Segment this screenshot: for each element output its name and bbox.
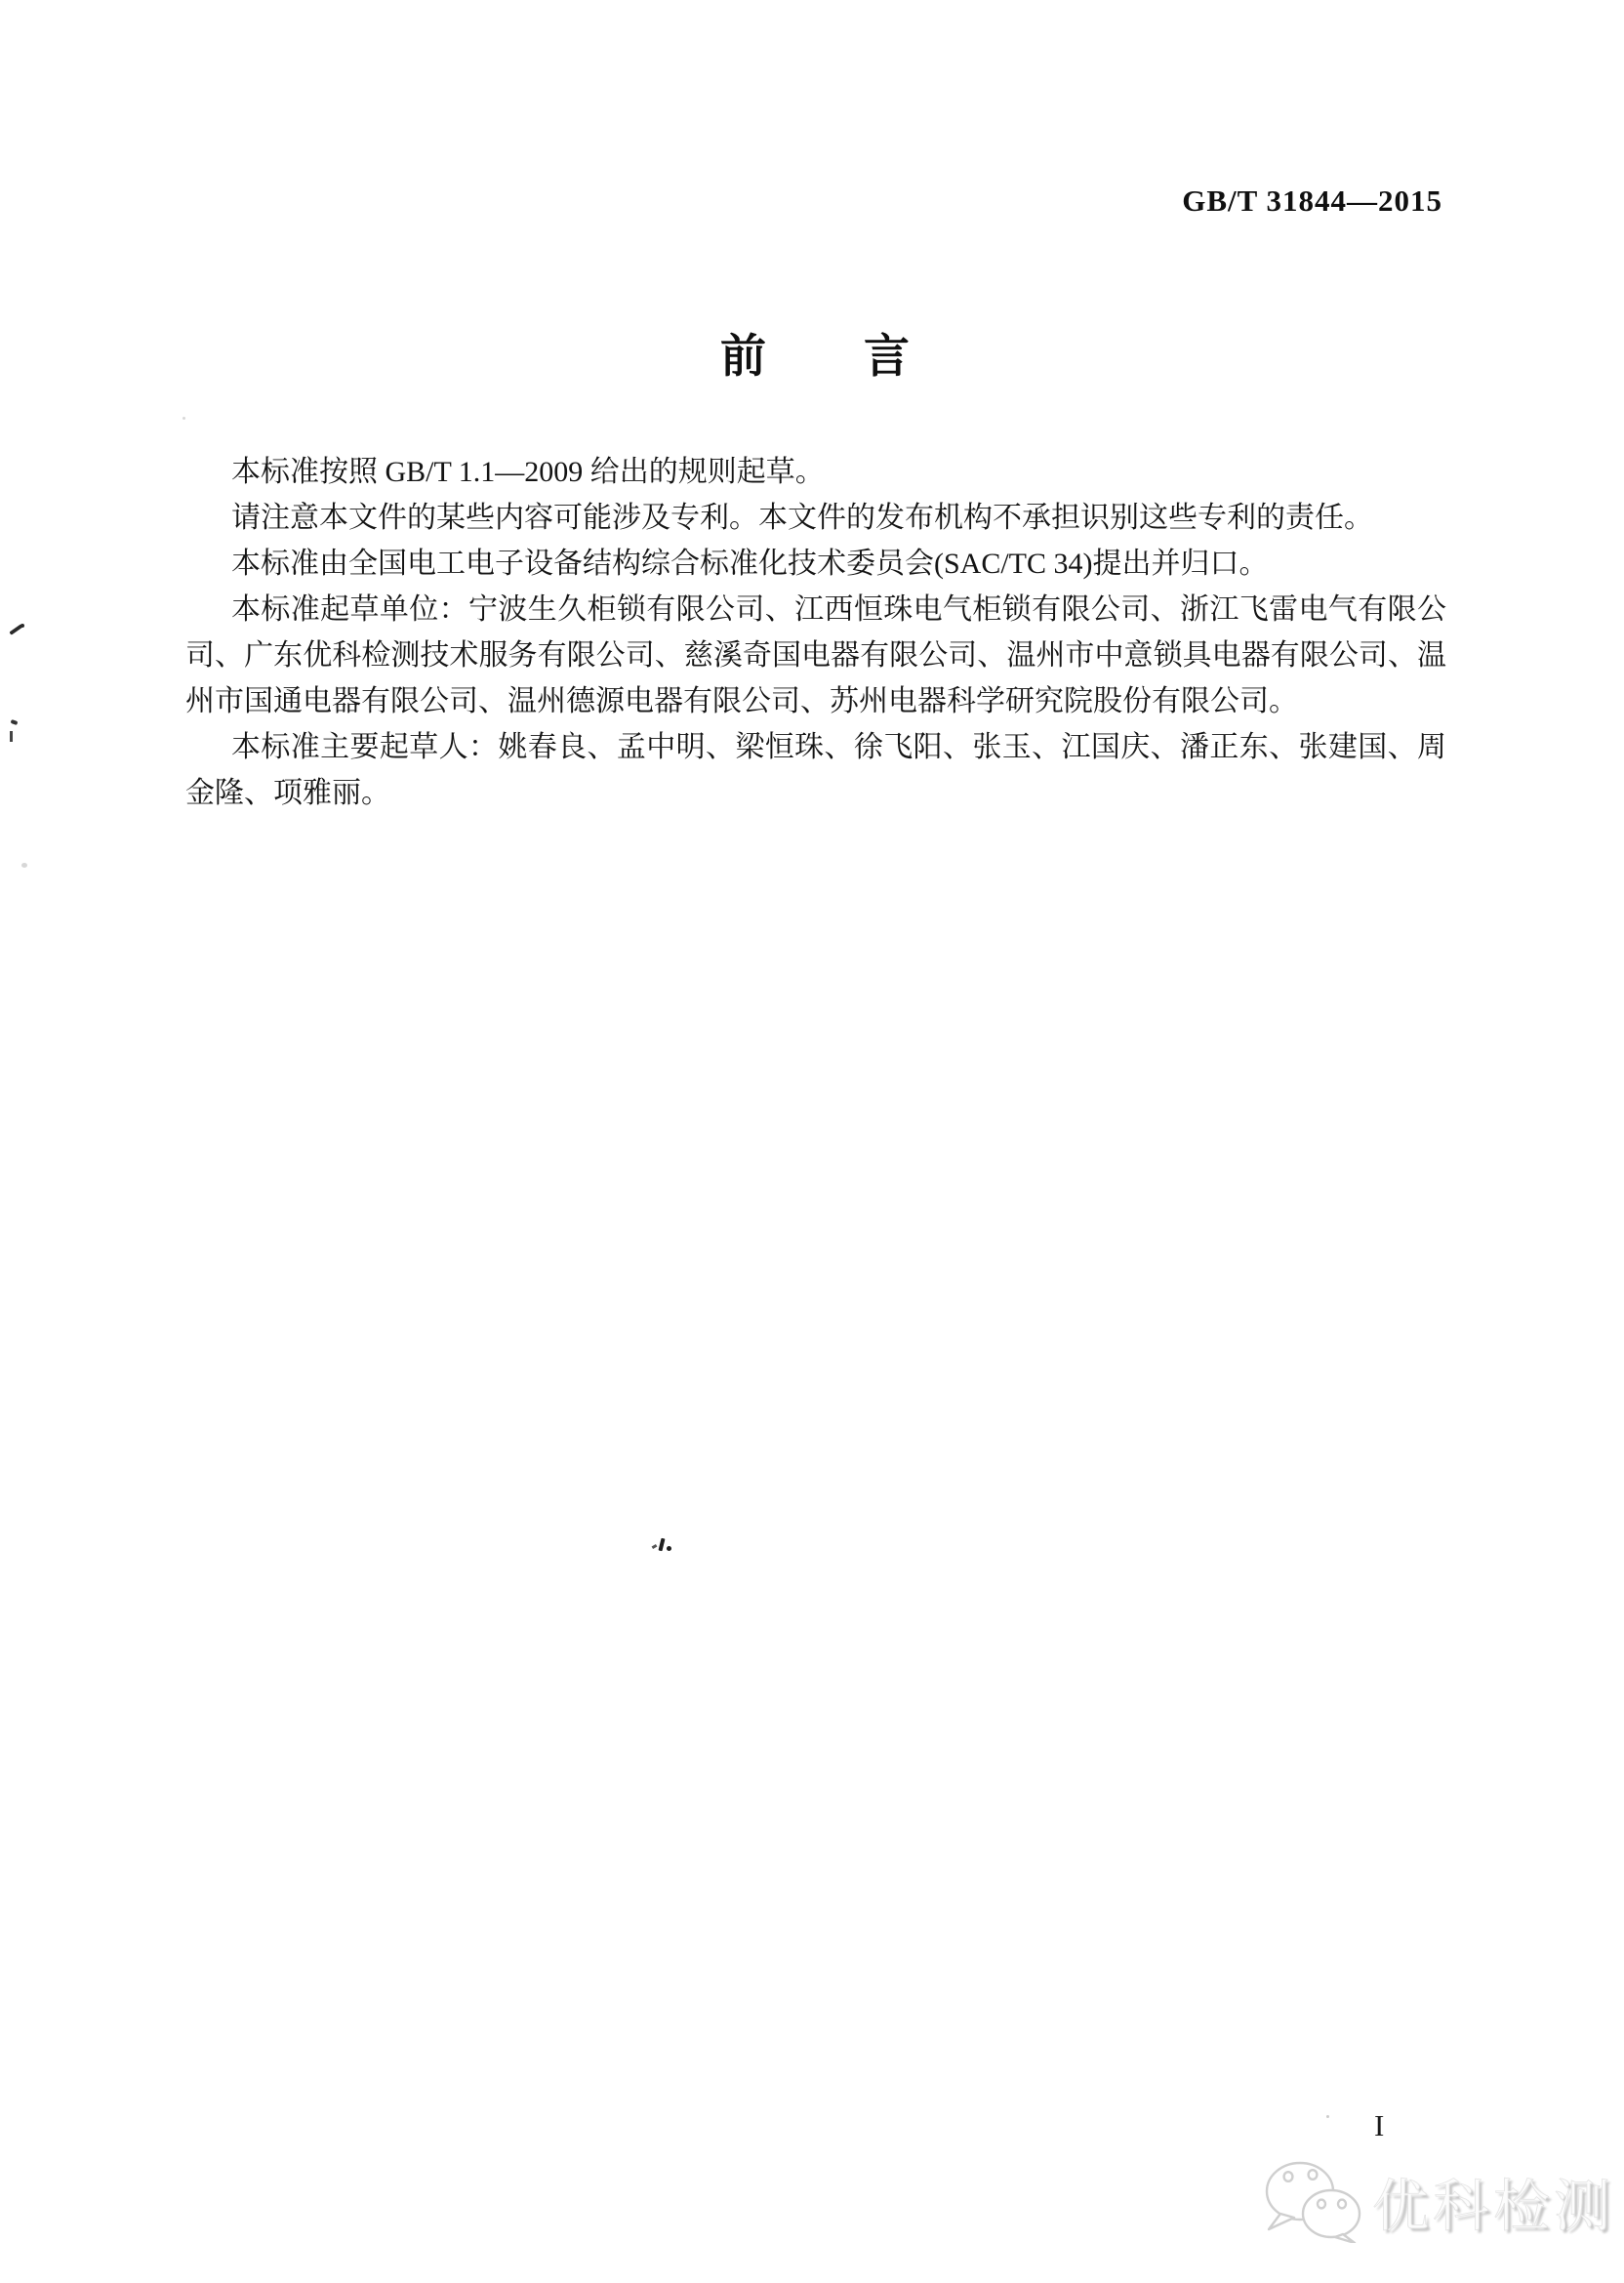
foreword-body: [185, 449, 1446, 816]
ink-speck: [667, 1546, 671, 1551]
page-title: 前 言: [720, 330, 912, 382]
wechat-chat-bubbles-icon: [1261, 2159, 1362, 2243]
ink-speck: [1326, 2115, 1329, 2118]
ink-speck: [21, 863, 27, 868]
paragraph-patent-notice: 请注意本文件的某些内容可能涉及专利。本文件的发布机构不承担识别这些专利的责任。: [231, 502, 1373, 534]
watermark-text: 优科检测: [1372, 2175, 1615, 2238]
paragraph-drafters: 本标准主要起草人：姚春良、孟中明、梁恒珠、徐飞阳、张玉、江国庆、潘正东、张建国、周金隆、项雅丽。: [185, 731, 1446, 809]
ink-speck: [10, 731, 13, 742]
paragraph-drafting-rule: 本标准按照 GB/T 1.1—2009 给出的规则起草。: [231, 456, 825, 488]
ink-speck: [183, 417, 185, 420]
paragraph-drafting-units: 本标准起草单位：宁波生久柜锁有限公司、江西恒珠电气柜锁有限公司、浙江飞雷电气有限公司、广东优科检测技术服务有限公司、慈溪奇国电器有限公司、温州市中意锁具电器有限公司、温州市国通电器有限公司、温州德源电器有限公司、苏州电器科学研究院股份有限公司。: [185, 593, 1446, 717]
ink-speck: [652, 1544, 658, 1549]
page-number: I: [1374, 2108, 1385, 2142]
ink-speck: [20, 624, 24, 628]
watermark: [1261, 2159, 1614, 2243]
standard-code: GB/T 31844—2015: [1182, 183, 1442, 218]
ink-speck: [11, 719, 19, 725]
ink-speck: [658, 1538, 665, 1552]
paragraph-committee: 本标准由全国电工电子设备结构综合标准化技术委员会(SAC/TC 34)提出并归口。: [231, 548, 1269, 580]
